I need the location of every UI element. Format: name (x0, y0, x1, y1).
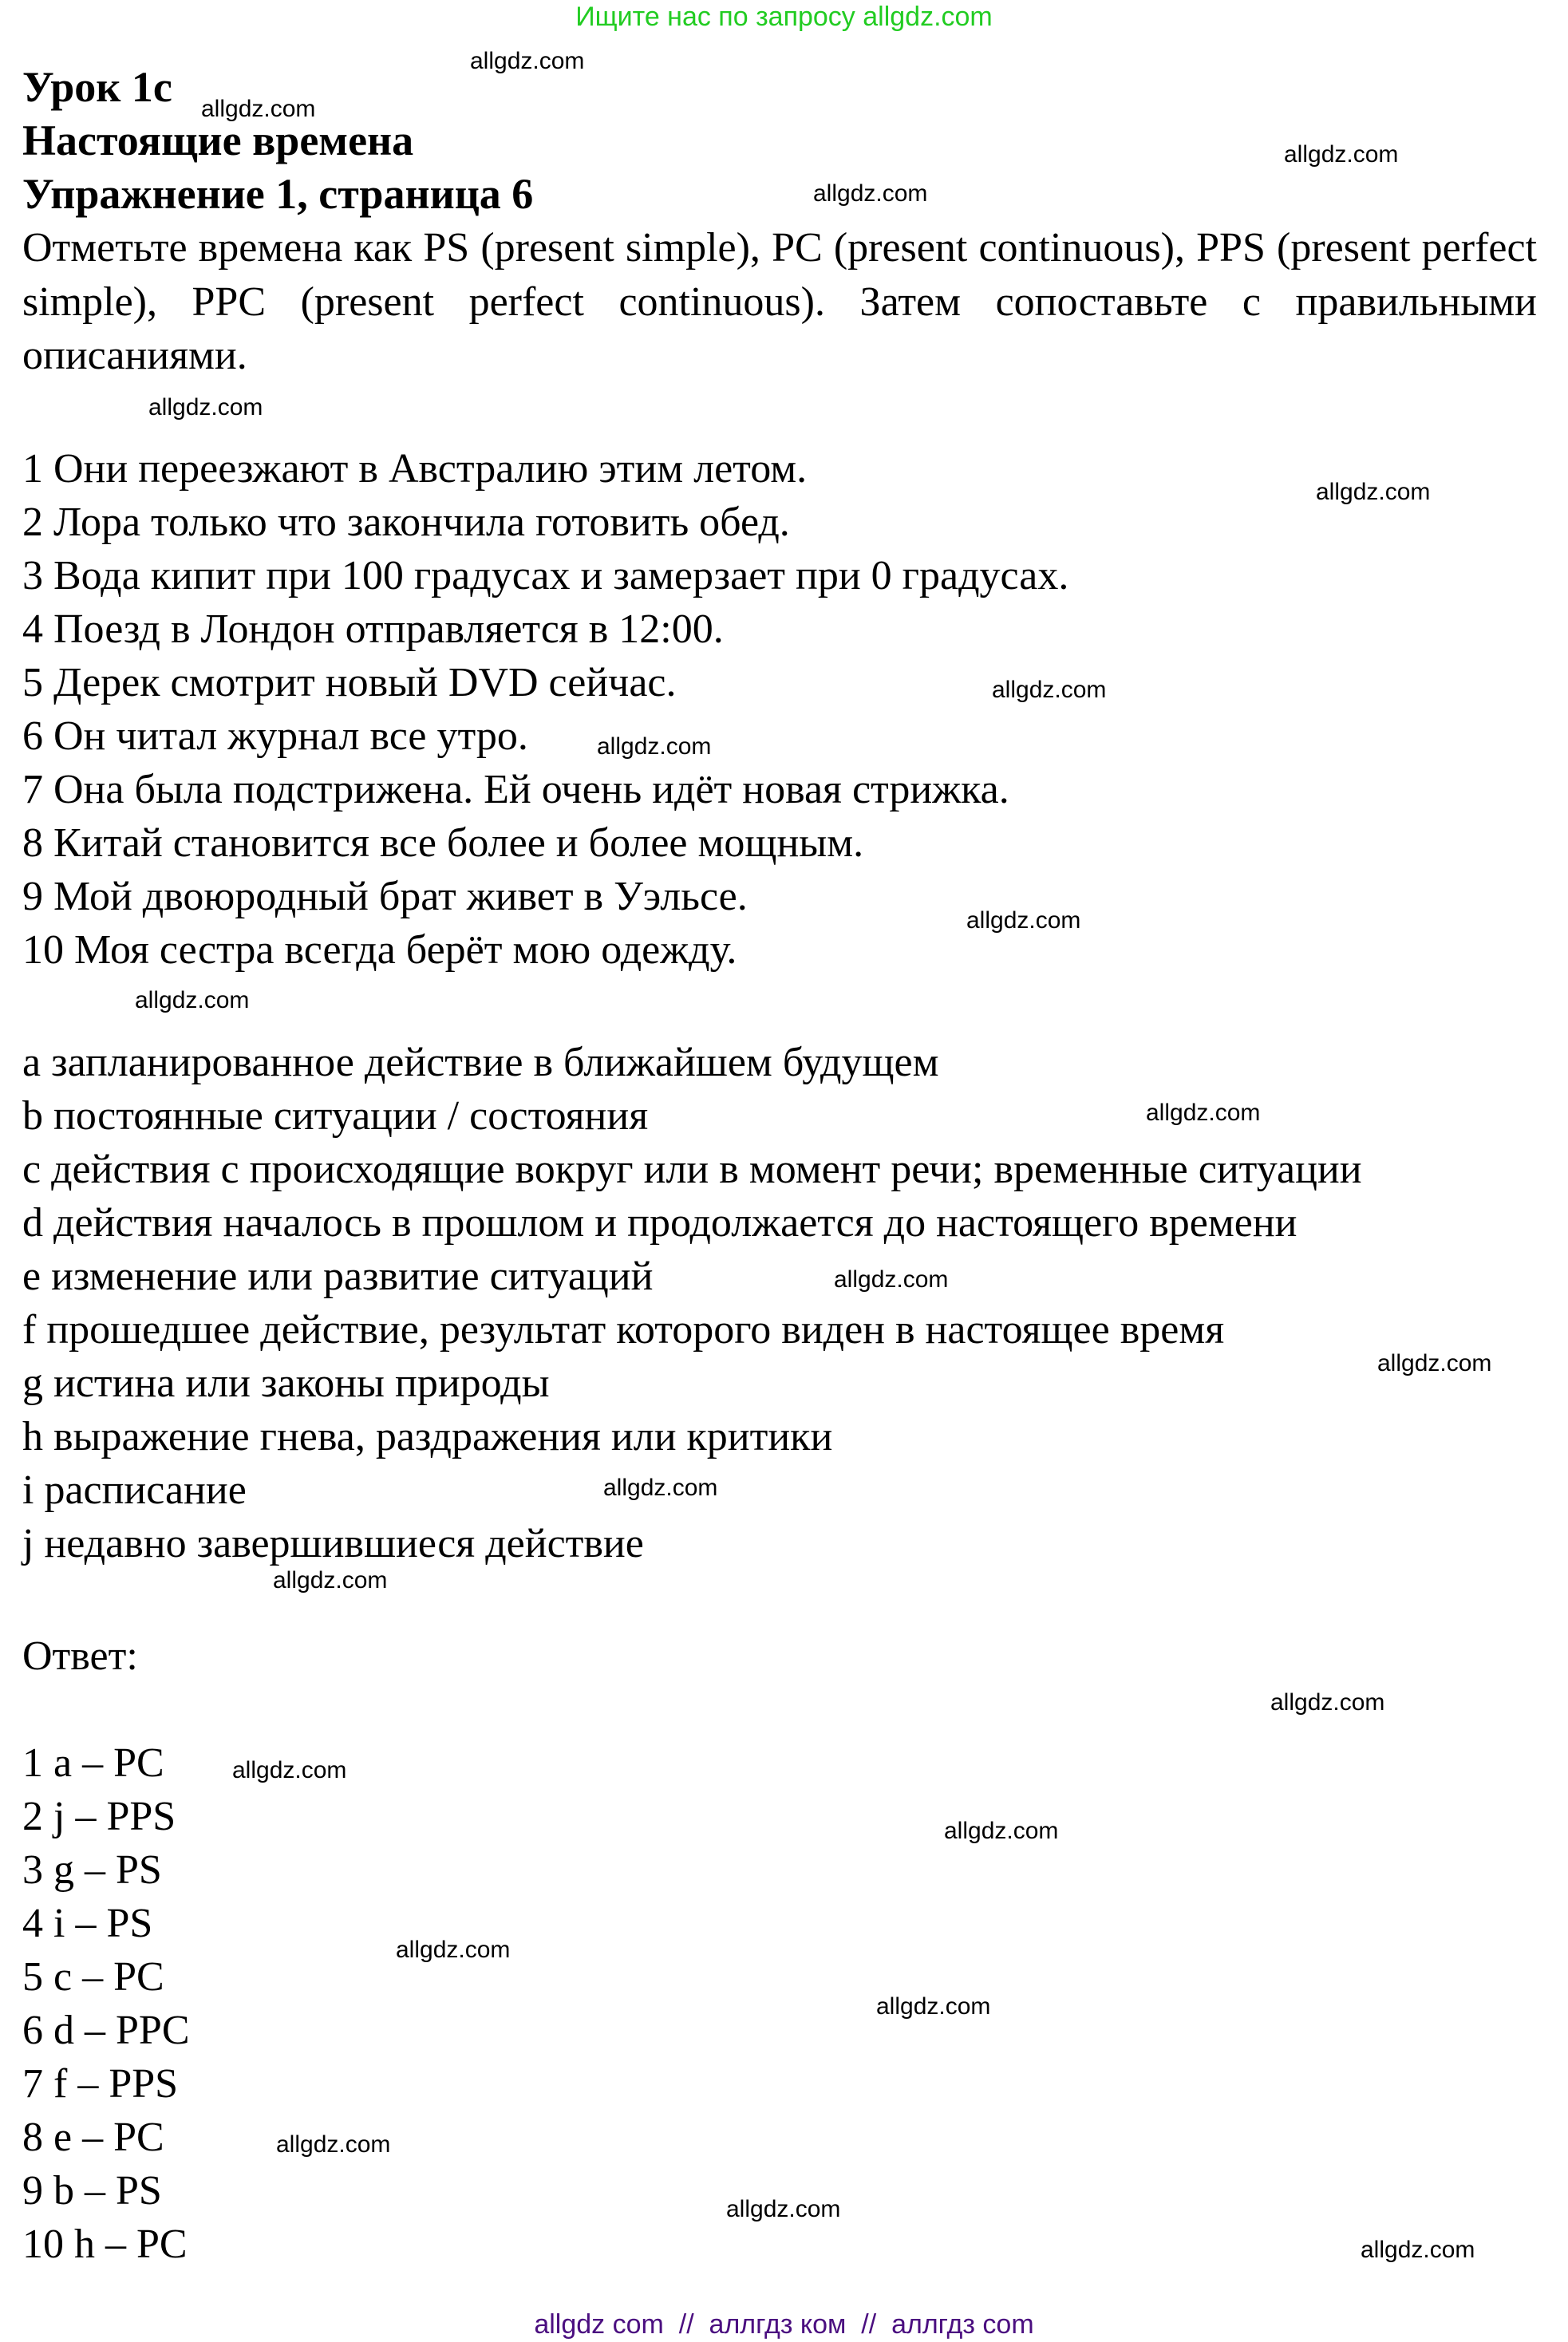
watermark: allgdz.com (273, 1567, 388, 1594)
description-item: f прошедшее действие, результат которого виден в настоящее время (22, 1306, 1225, 1353)
answer-label: Ответ: (22, 1633, 138, 1679)
description-item: a запланированное действие в ближайшем будущем (22, 1039, 939, 1085)
sentences-list (22, 442, 1537, 977)
watermark: allgdz.com (1316, 479, 1431, 505)
sentence-item: 5 Дерек смотрит новый DVD сейчас. (22, 659, 677, 705)
watermark: allgdz.com (1270, 1689, 1385, 1716)
answer-item: 3 g – PS (22, 1846, 162, 1893)
watermark: allgdz.com (276, 2131, 391, 2158)
exercise-title: Упражнение 1, страница 6 (22, 170, 534, 218)
watermark: allgdz.com (992, 677, 1107, 703)
watermark: allgdz.com (396, 1937, 511, 1963)
topic-title: Настоящие времена (22, 117, 414, 164)
watermark: allgdz.com (597, 733, 712, 760)
watermark: allgdz.com (834, 1266, 949, 1293)
answer-item: 1 a – PC (22, 1740, 164, 1786)
description-item: j недавно завершившиеся действие (22, 1520, 644, 1566)
watermark: allgdz.com (148, 394, 263, 421)
sentence-item: 9 Мой двоюродный брат живет в Уэльсе. (22, 873, 748, 919)
answer-item: 10 h – PC (22, 2221, 188, 2267)
watermark: allgdz.com (876, 1993, 991, 2020)
instruction-text: Отметьте времена как PS (present simple), PC (present continuous), PPS (present perfect simple), PPC (present perfect continuous). Затем сопоставьте с правильными описаниями. (22, 225, 1537, 378)
top-banner-link[interactable]: Ищите нас по запросу allgdz.com (575, 2, 993, 32)
description-item: c действия с происходящие вокруг или в момент речи; временные ситуации (22, 1146, 1362, 1192)
description-item: i расписание (22, 1467, 247, 1513)
watermark: allgdz.com (726, 2196, 841, 2222)
watermark: allgdz.com (603, 1475, 718, 1501)
watermark: allgdz.com (135, 987, 250, 1013)
watermark: allgdz.com (944, 1818, 1059, 1844)
descriptions-list (22, 1036, 1537, 1570)
sentence-item: 4 Поезд в Лондон отправляется в 12:00. (22, 606, 724, 652)
description-item: e изменение или развитие ситуаций (22, 1253, 654, 1299)
description-item: d действия началось в прошлом и продолжается до настоящего времени (22, 1199, 1297, 1246)
answer-item: 5 c – PC (22, 1953, 164, 2000)
watermark: allgdz.com (1377, 1350, 1492, 1376)
sentence-item: 6 Он читал журнал все утро. (22, 713, 528, 759)
answer-item: 2 j – PPS (22, 1793, 176, 1839)
description-item: h выражение гнева, раздражения или критики (22, 1413, 833, 1459)
watermark: allgdz.com (1361, 2237, 1475, 2263)
answer-item: 7 f – PPS (22, 2060, 179, 2107)
sentence-item: 1 Они переезжают в Австралию этим летом. (22, 445, 808, 492)
sentence-item: 8 Китай становится все более и более мощным. (22, 820, 864, 866)
sentence-item: 10 Моя сестра всегда берёт мою одежду. (22, 926, 737, 973)
watermark: allgdz.com (966, 907, 1081, 934)
watermark: allgdz.com (232, 1757, 347, 1783)
watermark: allgdz.com (1146, 1100, 1261, 1126)
lesson-title: Урок 1c (22, 63, 172, 111)
sentence-item: 2 Лора только что закончила готовить обед. (22, 499, 790, 545)
watermark: allgdz.com (1284, 141, 1399, 168)
sentence-item: 7 Она была подстрижена. Ей очень идёт новая стрижка. (22, 766, 1009, 812)
watermark: allgdz.com (813, 180, 928, 207)
watermark: allgdz.com (201, 96, 316, 122)
watermark: allgdz.com (470, 48, 585, 74)
description-item: b постоянные ситуации / состояния (22, 1092, 649, 1139)
footer-links[interactable]: allgdz com // аллгдз ком // аллгдз com (534, 2309, 1034, 2340)
answer-item: 8 e – PC (22, 2114, 164, 2160)
document-body (22, 61, 1537, 2271)
answers-list (22, 1736, 1537, 2271)
answer-item: 9 b – PS (22, 2167, 162, 2214)
description-item: g истина или законы природы (22, 1360, 550, 1406)
answer-item: 6 d – PPC (22, 2007, 190, 2053)
sentence-item: 3 Вода кипит при 100 градусах и замерзает при 0 градусах. (22, 552, 1069, 598)
answer-item: 4 i – PS (22, 1900, 153, 1946)
